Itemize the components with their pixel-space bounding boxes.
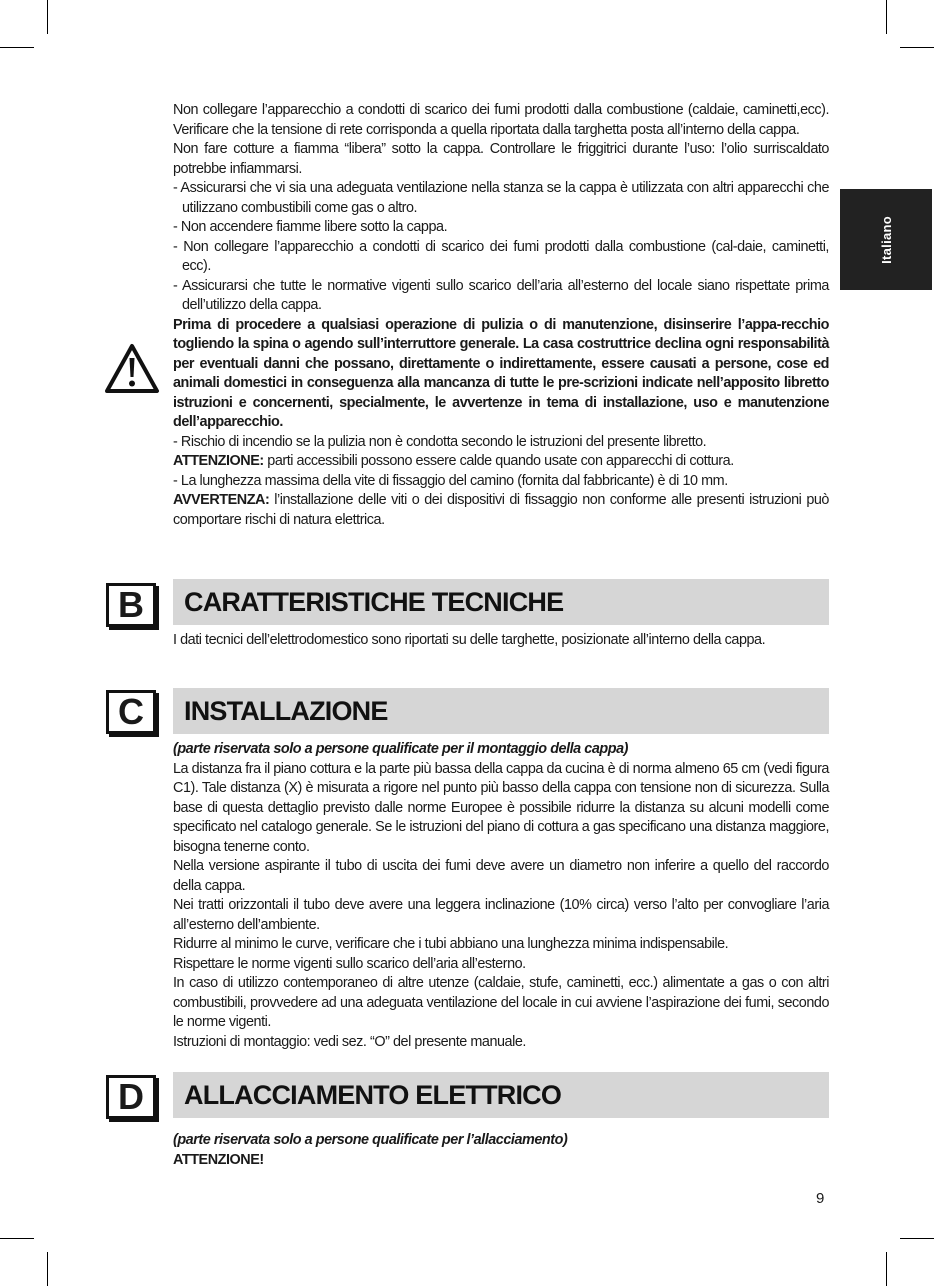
- crop-mark: [886, 1252, 887, 1286]
- attention-label: ATTENZIONE:: [173, 453, 264, 469]
- paragraph: Ridurre al minimo le curve, verificare che i tubi abbiano una lunghezza minima indispensabile.: [173, 936, 729, 952]
- warning-paragraph: Prima di procedere a qualsiasi operazione di pulizia o di manutenzione, disinserire l’appa-recchio togliendo la spina o agendo sull’interruttore generale. La casa costruttrice declina ogni responsabilità per eventuali danni che possano, direttamente o indirettamente, essere causati a persone, cose ed animali domestici in conseguenza alla mancanza di tutte le pre-scrizioni indicate nell’apposito libretto istruzioni e concernenti, specialmente, le avvertenze in tema di installazione, uso e manutenzione dell’apparecchio.: [173, 316, 829, 430]
- list-item: - Non accendere fiamme libere sotto la cappa.: [173, 219, 448, 235]
- section-letter-d: D: [106, 1075, 156, 1119]
- paragraph: - La lunghezza massima della vite di fissaggio del camino (fornita dal fabbricante) è di 10 mm.: [173, 472, 728, 489]
- paragraph: Rispettare le norme vigenti sullo scarico dell’aria all’esterno.: [173, 955, 526, 972]
- installation-text: [173, 740, 829, 1052]
- crop-mark: [900, 1238, 934, 1239]
- paragraph: La distanza fra il piano cottura e la parte più bassa della cappa da cucina è di norma almeno 65 cm (vedi figura C1). Tale distanza (X) è misurata a rigore nel punto più basso della cappa con tensione non di sicurezza. Sulla base di questa dettaglio previsto dalle norme Europee è possibile ridurre la distanza su alcuni modelli come specificato nel catalogo generale. Se le istruzioni del piano di cottura a gas specificano una distanza maggiore, bisogna tenerne conto.: [173, 760, 829, 855]
- list-item: - Assicurarsi che tutte le normative vigenti sullo scarico dell’aria all’esterno del locale siano rispettate prima dell’utilizzo della cappa.: [173, 277, 829, 313]
- paragraph: Non fare cotture a fiamma “libera” sotto la cappa. Controllare le friggitrici durante l’uso: l’olio surriscaldato potrebbe infiammarsi.: [173, 141, 829, 177]
- paragraph: In caso di utilizzo contemporaneo di altre utenze (caldaie, stufe, caminetti, ecc.) alimentate a gas o con altri combustibili, provvedere ad una adeguata ventilazione del locale in cui avviene l’aspirazione dei fumi, secondo le norme vigenti.: [173, 975, 829, 1030]
- warning-triangle-icon: [104, 343, 160, 395]
- advice-label: AVVERTENZA:: [173, 492, 270, 508]
- paragraph: Nella versione aspirante il tubo di uscita dei fumi deve avere un diametro non inferire a quello del raccordo della cappa.: [173, 858, 829, 894]
- advice-text: l’installazione delle viti o dei dispositivi di fissaggio non conforme alle presenti istruzioni può comportare rischi di natura elettrica.: [173, 492, 829, 528]
- crop-mark: [900, 47, 934, 48]
- crop-mark: [886, 0, 887, 34]
- crop-mark: [0, 1238, 34, 1239]
- list-item: - Non collegare l’apparecchio a condotti di scarico dei fumi prodotti dalla combustione (cal-daie, caminetti, ecc).: [173, 238, 829, 274]
- section-letter-b: B: [106, 583, 156, 627]
- paragraph: Non collegare l’apparecchio a condotti di scarico dei fumi prodotti dalla combustione (caldaie, caminetti,ecc). Verificare che la tensione di rete corrisponda a quella riportata dalla targhetta posta all’interno della cappa.: [173, 102, 829, 138]
- list-item: - Assicurarsi che vi sia una adeguata ventilazione nella stanza se la cappa è utilizzata con altri apparecchi che utilizzano combustibili come gas o altro.: [173, 180, 829, 216]
- technical-text: [173, 631, 829, 651]
- paragraph: - Rischio di incendio se la pulizia non è condotta secondo le istruzioni del presente libretto.: [173, 433, 707, 450]
- attention-text: parti accessibili possono essere calde quando usate con apparecchi di cottura.: [263, 453, 734, 469]
- paragraph: I dati tecnici dell’elettrodomestico sono riportati su delle targhette, posizionate all’interno della cappa.: [173, 632, 766, 648]
- crop-mark: [47, 1252, 48, 1286]
- paragraph: Istruzioni di montaggio: vedi sez. “O” del presente manuale.: [173, 1033, 526, 1050]
- safety-text: [173, 101, 829, 530]
- crop-mark: [0, 47, 34, 48]
- electrical-text: [173, 1131, 829, 1170]
- section-header-electrical: [173, 1072, 829, 1118]
- section-letter-c: C: [106, 690, 156, 734]
- section-subtitle: (parte riservata solo a persone qualificate per l’allacciamento): [173, 1132, 568, 1148]
- crop-mark: [47, 0, 48, 34]
- section-subtitle: (parte riservata solo a persone qualificate per il montaggio della cappa): [173, 741, 628, 757]
- page-number: 9: [816, 1190, 825, 1207]
- section-header-technical: [173, 579, 829, 625]
- paragraph: [173, 491, 829, 530]
- section-title: ALLACCIAMENTO ELETTRICO: [184, 1079, 562, 1110]
- paragraph: Nei tratti orizzontali il tubo deve avere una leggera inclinazione (10% circa) verso l’alto per convogliare l’aria all’esterno dell’ambiente.: [173, 897, 829, 933]
- paragraph: [173, 452, 829, 472]
- section-header-installation: [173, 688, 829, 734]
- language-tab: [840, 189, 932, 290]
- attention-label: ATTENZIONE!: [173, 1151, 264, 1168]
- section-title: INSTALLAZIONE: [184, 695, 388, 726]
- section-title: CARATTERISTICHE TECNICHE: [184, 586, 564, 617]
- language-tab-label: Italiano: [878, 215, 894, 264]
